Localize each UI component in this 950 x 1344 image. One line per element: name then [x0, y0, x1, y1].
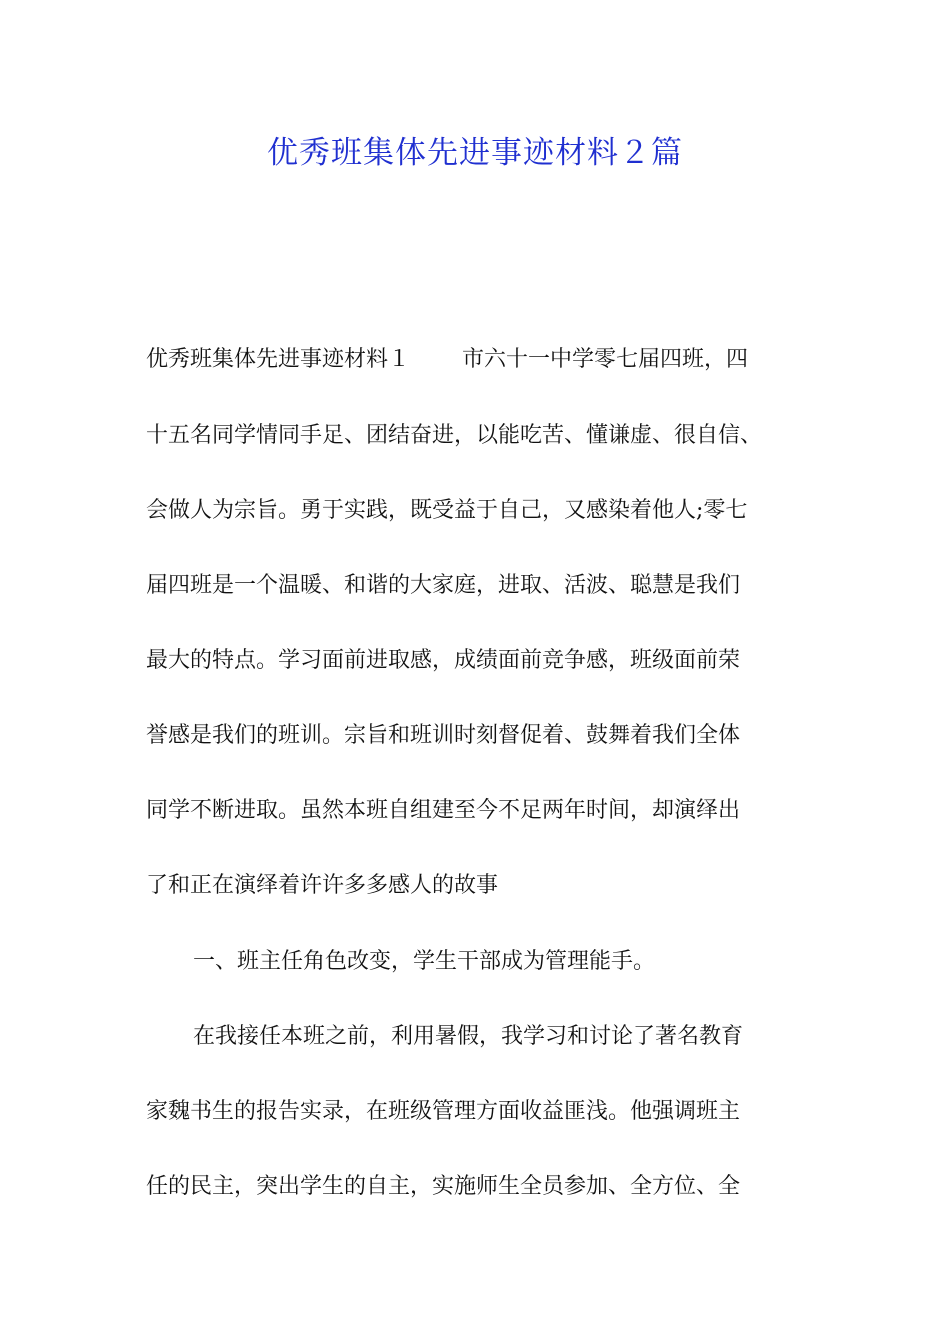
- section-heading: 优秀班集体先进事迹材料１: [146, 347, 411, 372]
- text-line: 会做人为宗旨。勇于实践，既受益于自己，又感染着他人;零七: [146, 498, 748, 523]
- text-line: 最大的特点。学习面前进取感，成绩面前竞争感，班级面前荣: [146, 648, 741, 673]
- text-line: 了和正在演绎着许许多多感人的故事: [146, 873, 499, 898]
- text-line: 同学不断进取。虽然本班自组建至今不足两年时间，却演绎出: [146, 798, 741, 823]
- text-line: 家魏书生的报告实录，在班级管理方面收益匪浅。他强调班主: [146, 1099, 741, 1124]
- subsection-heading: 一、班主任角色改变，学生干部成为管理能手。: [193, 949, 656, 974]
- text-line: 在我接任本班之前，利用暑假，我学习和讨论了著名教育: [193, 1024, 744, 1049]
- text-line: 誉感是我们的班训。宗旨和班训时刻督促着、鼓舞着我们全体: [146, 723, 741, 748]
- text-line: 任的民主，突出学生的自主，实施师生全员参加、全方位、全: [146, 1174, 741, 1199]
- text-fragment: 市六十一中学零七届四班，四: [462, 347, 749, 372]
- document-title: 优秀班集体先进事迹材料２篇: [267, 135, 683, 171]
- text-line: 十五名同学情同手足、团结奋进，以能吃苦、懂谦虚、很自信、: [146, 423, 763, 448]
- text-line: 届四班是一个温暖、和谐的大家庭，进取、活波、聪慧是我们: [146, 573, 741, 598]
- text-line: [146, 342, 748, 378]
